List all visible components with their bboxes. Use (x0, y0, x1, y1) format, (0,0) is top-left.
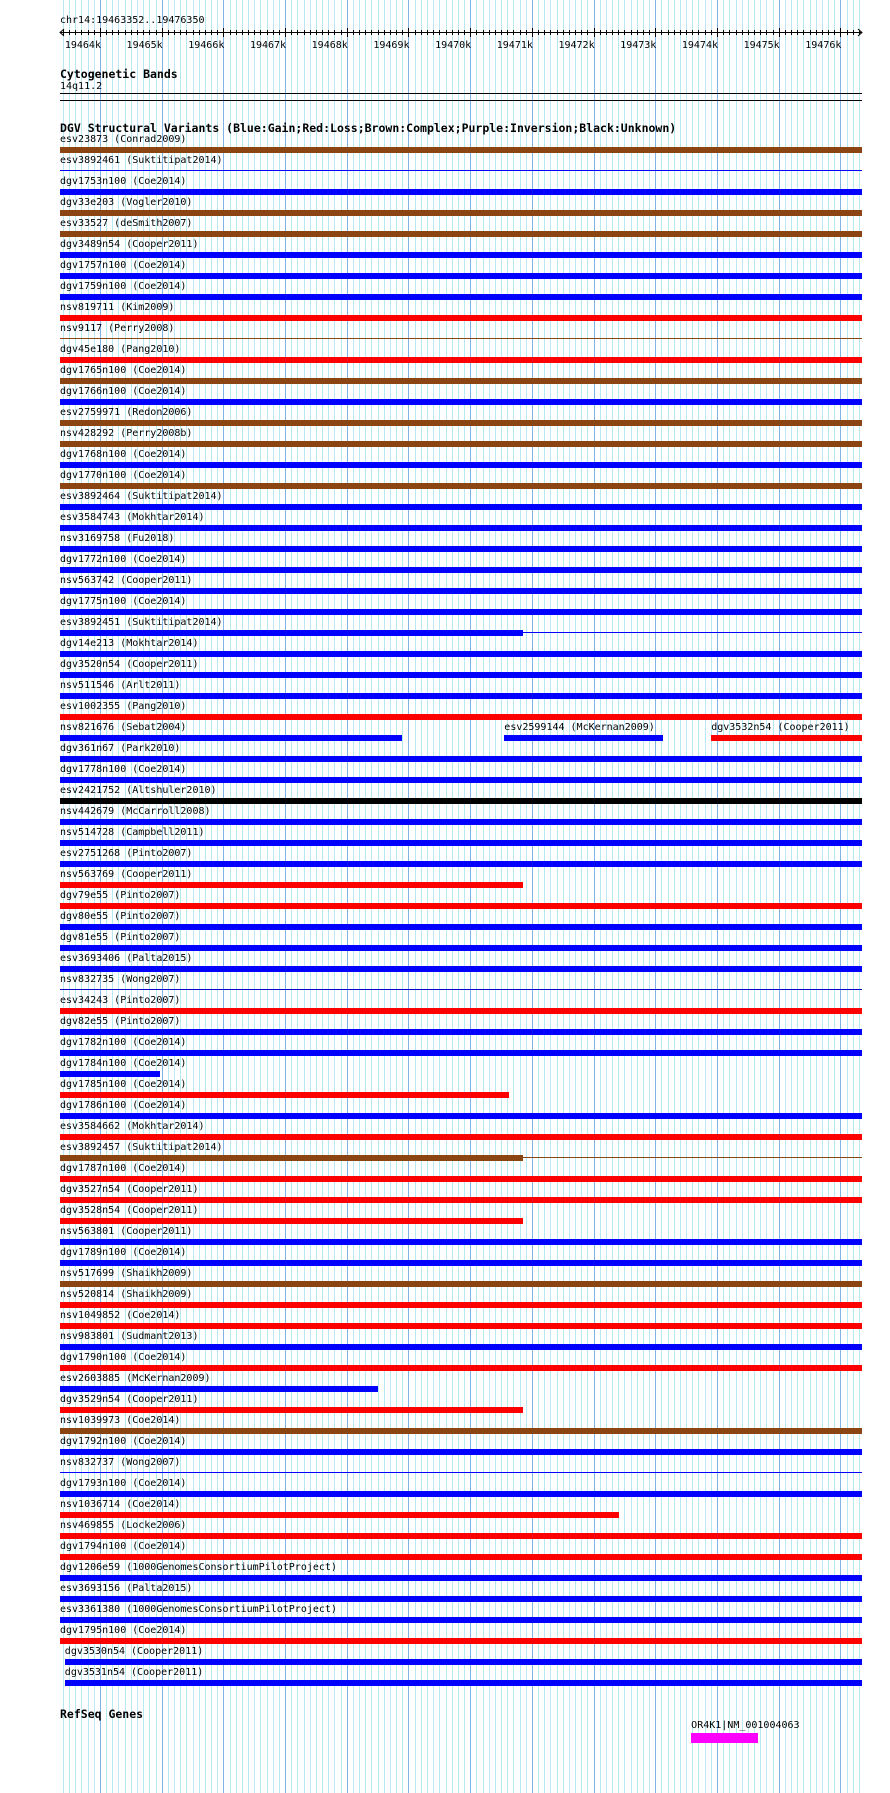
variant-label: dgv3530n54 (Cooper2011) (64, 1646, 204, 1657)
variant-label: dgv1787n100 (Coe2014) (60, 1163, 187, 1174)
ruler-tick-label: 19473k (620, 40, 657, 51)
variant-bar[interactable] (60, 672, 862, 678)
variant-bar[interactable] (60, 1008, 862, 1014)
variant-label: esv1002355 (Pang2010) (60, 701, 187, 712)
variant-bar[interactable] (60, 210, 862, 216)
variant-label: dgv1206e59 (1000GenomesConsortiumPilotProject) (60, 1562, 337, 1573)
variant-bar[interactable] (60, 1554, 862, 1560)
variant-bar[interactable] (60, 1239, 862, 1245)
ruler-tick-label: 19465k (126, 40, 163, 51)
variant-bar[interactable] (65, 1680, 862, 1686)
variant-bar[interactable] (60, 882, 523, 888)
variant-bar[interactable] (60, 1029, 862, 1035)
variant-bar[interactable] (60, 147, 862, 153)
variant-bar[interactable] (60, 567, 862, 573)
variant-label: nsv517699 (Shaikh2009) (60, 1268, 193, 1279)
variant-bar[interactable] (60, 1323, 862, 1329)
variant-line[interactable] (60, 170, 862, 171)
variant-bar[interactable] (60, 504, 862, 510)
variant-label: nsv1039973 (Coe2014) (60, 1415, 181, 1426)
variant-label: dgv3527n54 (Cooper2011) (60, 1184, 199, 1195)
variant-label: dgv79e55 (Pinto2007) (60, 890, 181, 901)
variant-label: dgv1793n100 (Coe2014) (60, 1478, 187, 1489)
variant-label: nsv563742 (Cooper2011) (60, 575, 193, 586)
variant-bar[interactable] (60, 1260, 862, 1266)
variant-label: esv23873 (Conrad2009) (60, 134, 187, 145)
variant-bar[interactable] (60, 441, 862, 447)
variant-label: esv34243 (Pinto2007) (60, 995, 181, 1006)
variant-line[interactable] (523, 1157, 862, 1158)
variant-bar[interactable] (60, 1344, 862, 1350)
variant-bar[interactable] (60, 630, 523, 636)
variant-bar[interactable] (60, 1617, 862, 1623)
variant-label: nsv514728 (Campbell2011) (60, 827, 205, 838)
variant-line[interactable] (60, 338, 862, 339)
variant-bar[interactable] (711, 735, 862, 741)
variant-bar[interactable] (60, 1281, 862, 1287)
ruler-tick-label: 19476k (805, 40, 842, 51)
ruler-tick-label: 19471k (496, 40, 533, 51)
ruler-axis (0, 25, 890, 55)
variant-bar[interactable] (60, 294, 862, 300)
variant-label: nsv563769 (Cooper2011) (60, 869, 193, 880)
variant-label: dgv1784n100 (Coe2014) (60, 1058, 187, 1069)
ruler-tick-label: 19475k (743, 40, 780, 51)
variant-bar[interactable] (60, 1176, 862, 1182)
variant-label: esv3693406 (Palta2015) (60, 953, 193, 964)
refseq-track-title: RefSeq Genes (60, 1707, 144, 1721)
variant-bar[interactable] (60, 1512, 619, 1518)
variant-bar[interactable] (60, 1638, 862, 1644)
variant-label: dgv1785n100 (Coe2014) (60, 1079, 187, 1090)
variant-label: dgv33e203 (Vogler2010) (60, 197, 193, 208)
variant-label: esv2599144 (McKernan2009) (504, 722, 655, 733)
variant-bar[interactable] (60, 735, 402, 741)
variant-bar[interactable] (60, 903, 862, 909)
variant-bar[interactable] (60, 1575, 862, 1581)
variant-label: dgv361n67 (Park2010) (60, 743, 181, 754)
variant-label: dgv3531n54 (Cooper2011) (64, 1667, 204, 1678)
variant-bar[interactable] (60, 798, 862, 804)
variant-label: nsv9117 (Perry2008) (60, 323, 175, 334)
variant-label: dgv1765n100 (Coe2014) (60, 365, 187, 376)
variant-label: dgv14e213 (Mokhtar2014) (60, 638, 199, 649)
variant-bar[interactable] (60, 315, 862, 321)
variant-label: nsv3169758 (Fu2018) (60, 533, 175, 544)
variant-label: esv3584662 (Mokhtar2014) (60, 1121, 205, 1132)
variant-label: dgv1778n100 (Coe2014) (60, 764, 187, 775)
ruler-tick-label: 19470k (435, 40, 472, 51)
variant-label: dgv82e55 (Pinto2007) (60, 1016, 181, 1027)
variant-bar[interactable] (60, 588, 862, 594)
variant-label: esv3892461 (Suktitipat2014) (60, 155, 223, 166)
variant-label: dgv81e55 (Pinto2007) (60, 932, 181, 943)
variant-bar[interactable] (60, 1407, 523, 1413)
variant-label: dgv45e180 (Pang2010) (60, 344, 181, 355)
variant-label: dgv1794n100 (Coe2014) (60, 1541, 187, 1552)
variant-bar[interactable] (60, 1365, 862, 1371)
variant-bar[interactable] (60, 693, 862, 699)
variant-label: dgv3489n54 (Cooper2011) (60, 239, 199, 250)
variant-label: dgv1792n100 (Coe2014) (60, 1436, 187, 1447)
variant-bar[interactable] (60, 840, 862, 846)
variant-bar[interactable] (60, 1218, 523, 1224)
variant-bar[interactable] (60, 1449, 862, 1455)
variant-label: esv2759971 (Redon2006) (60, 407, 193, 418)
variant-label: nsv442679 (McCarroll2008) (60, 806, 211, 817)
variant-bar[interactable] (60, 231, 862, 237)
variant-label: esv3892457 (Suktitipat2014) (60, 1142, 223, 1153)
variant-bar[interactable] (60, 1113, 862, 1119)
variant-bar[interactable] (60, 1092, 509, 1098)
variant-bar[interactable] (60, 483, 862, 489)
variant-label: nsv832737 (Wong2007) (60, 1457, 181, 1468)
variant-bar[interactable] (60, 525, 862, 531)
variant-bar[interactable] (60, 924, 862, 930)
dgv-track-title: DGV Structural Variants (Blue:Gain;Red:Loss;Brown:Complex;Purple:Inversion;Black:Unknown) (60, 121, 677, 135)
ruler-tick-label: 19472k (558, 40, 595, 51)
variant-bar[interactable] (60, 357, 862, 363)
variant-label: esv2751268 (Pinto2007) (60, 848, 193, 859)
variant-label: dgv1775n100 (Coe2014) (60, 596, 187, 607)
variant-bar[interactable] (504, 735, 663, 741)
variant-bar[interactable] (60, 861, 862, 867)
variant-label: esv3361380 (1000GenomesConsortiumPilotProject) (60, 1604, 337, 1615)
variant-label: dgv3529n54 (Cooper2011) (60, 1394, 199, 1405)
variant-bar[interactable] (60, 1596, 862, 1602)
variant-bar[interactable] (60, 1533, 862, 1539)
variant-bar[interactable] (60, 1386, 378, 1392)
variant-label: dgv1772n100 (Coe2014) (60, 554, 187, 565)
variant-label: esv3892451 (Suktitipat2014) (60, 617, 223, 628)
variant-bar[interactable] (60, 189, 862, 195)
variant-label: esv2421752 (Altshuler2010) (60, 785, 217, 796)
variant-label: nsv832735 (Wong2007) (60, 974, 181, 985)
variant-label: esv2603885 (McKernan2009) (60, 1373, 211, 1384)
variant-label: dgv1789n100 (Coe2014) (60, 1247, 187, 1258)
variant-bar[interactable] (60, 252, 862, 258)
variant-label: nsv1036714 (Coe2014) (60, 1499, 181, 1510)
variant-bar[interactable] (60, 819, 862, 825)
variant-bar[interactable] (60, 777, 862, 783)
cytoband-track-title: Cytogenetic Bands (60, 67, 178, 81)
variant-label: dgv80e55 (Pinto2007) (60, 911, 181, 922)
variant-label: dgv1766n100 (Coe2014) (60, 386, 187, 397)
variant-label: nsv821676 (Sebat2004) (60, 722, 187, 733)
variant-bar[interactable] (60, 1134, 862, 1140)
variant-bar[interactable] (60, 420, 862, 426)
variant-bar[interactable] (60, 651, 862, 657)
variant-bar[interactable] (65, 1659, 862, 1665)
ruler-tick-label: 19464k (64, 40, 101, 51)
variant-bar[interactable] (60, 378, 862, 384)
variant-bar[interactable] (60, 945, 862, 951)
variant-label: nsv563801 (Cooper2011) (60, 1226, 193, 1237)
variant-label: esv3693156 (Palta2015) (60, 1583, 193, 1594)
ruler-tick-label: 19474k (681, 40, 719, 51)
variant-label: dgv1770n100 (Coe2014) (60, 470, 187, 481)
variant-bar[interactable] (60, 1050, 862, 1056)
variant-bar[interactable] (60, 609, 862, 615)
ruler-tick-label: 19469k (373, 40, 410, 51)
variant-bar[interactable] (60, 1491, 862, 1497)
variant-label: dgv1759n100 (Coe2014) (60, 281, 187, 292)
variant-bar[interactable] (60, 1197, 862, 1203)
variant-label: nsv983801 (Sudmant2013) (60, 1331, 199, 1342)
variant-bar[interactable] (60, 1155, 523, 1161)
variant-bar[interactable] (60, 546, 862, 552)
variant-bar[interactable] (60, 273, 862, 279)
variant-bar[interactable] (60, 1428, 862, 1434)
variant-line[interactable] (60, 1472, 862, 1473)
variant-label: dgv1782n100 (Coe2014) (60, 1037, 187, 1048)
gene-feature[interactable] (691, 1733, 758, 1743)
variant-label: nsv428292 (Perry2008b) (60, 428, 193, 439)
variant-label: nsv469855 (Locke2006) (60, 1520, 187, 1531)
variant-bar[interactable] (60, 1071, 160, 1077)
location-label: chr14:19463352..19476350 (60, 15, 205, 26)
variant-bar[interactable] (60, 756, 862, 762)
variant-label: dgv1795n100 (Coe2014) (60, 1625, 187, 1636)
variant-bar[interactable] (60, 1302, 862, 1308)
variant-bar[interactable] (60, 966, 862, 972)
variant-label: nsv520814 (Shaikh2009) (60, 1289, 193, 1300)
variant-label: esv3892464 (Suktitipat2014) (60, 491, 223, 502)
gene-label: OR4K1|NM_001004063 (691, 1720, 800, 1731)
variant-label: dgv1786n100 (Coe2014) (60, 1100, 187, 1111)
variant-label: nsv1049852 (Coe2014) (60, 1310, 181, 1321)
variant-line[interactable] (60, 989, 862, 990)
variant-label: nsv819711 (Kim2009) (60, 302, 175, 313)
cytoband-top-line (60, 93, 862, 94)
variant-line[interactable] (523, 632, 862, 633)
variant-label: dgv3532n54 (Cooper2011) (711, 722, 850, 733)
variant-label: dgv3520n54 (Cooper2011) (60, 659, 199, 670)
ruler-tick-label: 19466k (188, 40, 225, 51)
variant-label: dgv1757n100 (Coe2014) (60, 260, 187, 271)
variant-label: esv33527 (deSmith2007) (60, 218, 193, 229)
variant-bar[interactable] (60, 714, 862, 720)
variant-label: esv3584743 (Mokhtar2014) (60, 512, 205, 523)
cytoband-bottom-line (60, 100, 862, 101)
cytoband-label: 14q11.2 (60, 81, 103, 92)
variant-label: nsv511546 (Arlt2011) (60, 680, 181, 691)
variant-bar[interactable] (60, 399, 862, 405)
variant-label: dgv1790n100 (Coe2014) (60, 1352, 187, 1363)
ruler-tick-label: 19467k (249, 40, 287, 51)
variant-label: dgv3528n54 (Cooper2011) (60, 1205, 199, 1216)
ruler-tick-label: 19468k (311, 40, 348, 51)
variant-label: dgv1753n100 (Coe2014) (60, 176, 187, 187)
variant-label: dgv1768n100 (Coe2014) (60, 449, 187, 460)
variant-bar[interactable] (60, 462, 862, 468)
